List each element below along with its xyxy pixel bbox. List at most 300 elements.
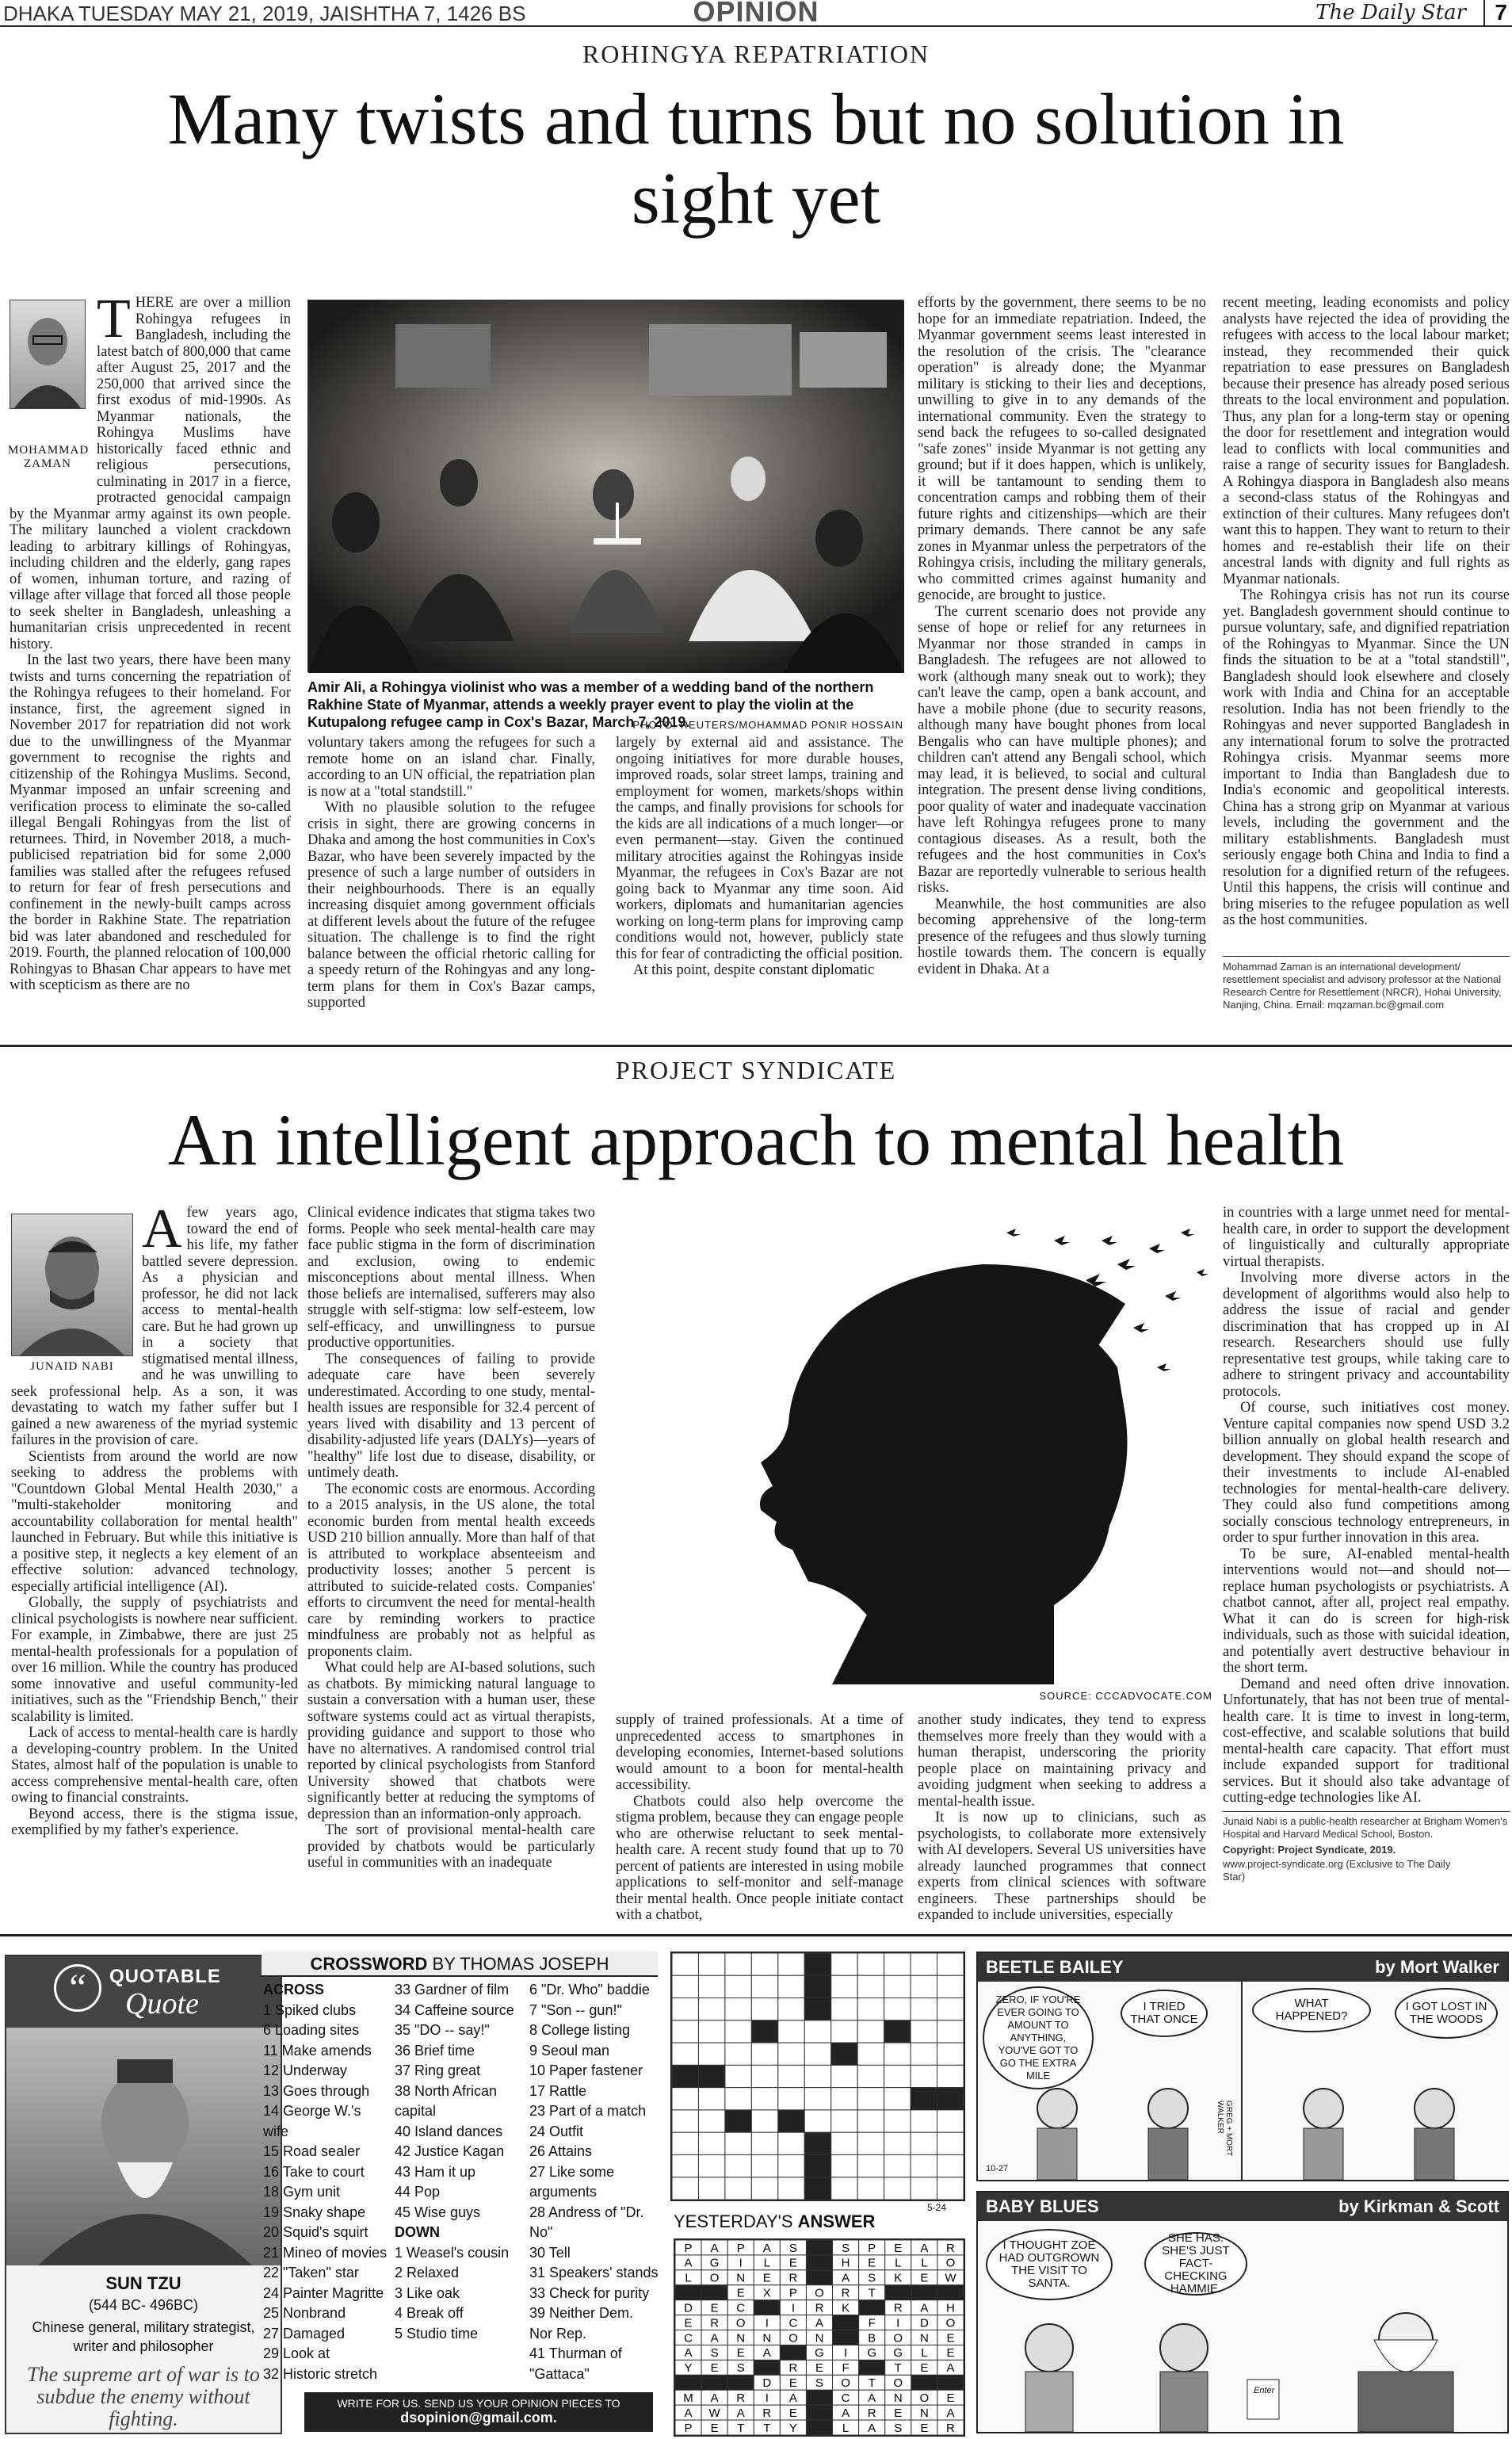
byline-spacer: [10, 295, 97, 493]
crossword-cell[interactable]: [698, 2132, 724, 2154]
crossword-clue: 20 Squid's squirt: [263, 2224, 368, 2240]
article1-column-5: [1223, 295, 1510, 954]
crossword-cell[interactable]: [672, 1998, 698, 2020]
crossword-clue: 33 Gardner of film: [395, 1982, 510, 1997]
article1-photo-caption: Amir Ali, a Rohingya violinist who was a member of a wedding band of the northern Rakhine State of Myanmar, attends a weekly prayer event to play the violin at the Kutupalong refugee camp in Cox's Bazar, March 7, 2019.: [307, 679, 874, 730]
crossword-cell[interactable]: [857, 1998, 884, 2020]
crossword-block: [725, 2110, 751, 2132]
article2-column-2a: [307, 1205, 595, 1871]
crossword-cell[interactable]: [672, 1975, 698, 1997]
crossword-cell[interactable]: [672, 2132, 698, 2154]
answer-letter: C: [788, 2316, 798, 2330]
answer-letter: I: [739, 2256, 743, 2270]
crossword-cell[interactable]: [778, 2177, 804, 2200]
answer-letter: A: [920, 2241, 929, 2255]
crossword-cell[interactable]: [778, 2065, 804, 2087]
answer-cell: [806, 2390, 832, 2405]
crossword-clue: 8 College listing: [529, 2022, 631, 2038]
crossword-cell[interactable]: [751, 2154, 777, 2177]
paragraph: Globally, the supply of psychiatrists and clinical psychologists is nowhere near sufficient. For example, in Zimbabwe, there are just 25 mental-health professionals for a population of over 16 million. While the country has produced some innovative and useful community-led initiatives, such as the "Friendship Bench," their scalability is limited.: [11, 1595, 298, 1725]
answer-cell: [754, 2360, 780, 2375]
crossword-clue: 2 Relaxed: [395, 2265, 460, 2280]
paragraph: In the last two years, there have been many twists and turns concerning the repatriation of the Rohingya refugees to their homeland. For instance, first, the agreement signed in November 2017 for repatriation did not work due to the unwillingness of the Myanmar government to recognise the rights and citizenship of the Rohingya Muslims. Second, Myanmar imposed an unfair screening and verification process to eliminate the so-called illegal Bengali Rohingyas from the list of returnees. Third, in November 2018, a much-publicised repatriation bid for some 2,000 families was stalled after the refugees refused to return for fear of fresh persecutions and confinement in the newly-built camps across the border in Rakhine State. The repatriation bid was later abandoned and rescheduled for 2019. Fourth, the planned relocation of 100,000 Rohingyas to Bhasan Char appears to have met with scepticism as there are no: [10, 652, 291, 993]
answer-letter: R: [893, 2301, 903, 2315]
paragraph: efforts by the government, there seems to be no hope for an immediate repatriation. Indeed, the Myanmar government seems least interested in the resolution of the crisis. The "clearance operation" is already done; the Myanmar military is sticking to their lies and deceptions, unwilling to give in to any demands of the international community. Even the strategy to send back the refugees to so-called designated "safe zones" inside Myanmar is not getting any ground; but if it does happen, which is unlikely, it will be tantamount to sending them to concentration camps and robbing them of their future rights and citizenships—which are their primary demands. There cannot be any safe zones in Myanmar unless the perpetrators of the Rohingya crisis, including the military generals, who committed crimes against humanity and genocide, are brought to justice.: [918, 295, 1206, 603]
crossword-cell[interactable]: [725, 2020, 751, 2043]
crossword-cell[interactable]: [857, 2020, 884, 2043]
crossword-cell[interactable]: [884, 1998, 911, 2020]
answer-cell: [911, 2285, 937, 2300]
crossword-cell[interactable]: [778, 1975, 804, 1997]
crossword-cell[interactable]: [857, 2154, 884, 2177]
crossword-cell[interactable]: [857, 1953, 884, 1975]
illustration-bird-head: [610, 1209, 1212, 1688]
crossword-cell[interactable]: [751, 1975, 777, 1997]
crossword-cell[interactable]: [725, 1998, 751, 2020]
crossword-cell[interactable]: [751, 1953, 777, 1975]
crossword-title: CROSSWORD: [310, 1954, 428, 1974]
across-heading: ACROSS: [263, 1982, 325, 1997]
answer-letter: D: [684, 2301, 693, 2315]
paragraph: another study indicates, they tend to express themselves more freely than they would with a human therapist, underscoring the priority people place on maintaining privacy and avoiding judgment when seeking to address a mental-health issue.: [918, 1712, 1206, 1810]
answer-letter: A: [868, 2421, 876, 2435]
divider: [1223, 1811, 1510, 1812]
crossword-cell[interactable]: [937, 1953, 964, 1975]
crossword-clue: 41 Thurman of "Gattaca": [529, 2345, 622, 2382]
answer-cell: [675, 2285, 701, 2300]
crossword-cell[interactable]: [698, 1953, 724, 1975]
answer-letter: A: [736, 2406, 745, 2420]
crossword-cell[interactable]: [804, 2065, 830, 2087]
answer-cell: [754, 2300, 780, 2315]
paragraph: Beyond access, there is the stigma issue, exemplified by my father's experience.: [11, 1806, 298, 1838]
answer-letter: S: [842, 2241, 850, 2255]
crossword-cell[interactable]: [937, 2177, 964, 2200]
answer-cell: [937, 2375, 964, 2390]
paragraph: Scientists from around the world are now seeking to address the problems with "Countdown Global Mental Health 2030," a "multi-stakeholder monitoring and accountability collaboration for mental health" launched in February. But while this initiative is a positive step, it neglects a key element of an effective solution: advanced technology, especially artificial intelligence (AI).: [11, 1448, 298, 1595]
answer-cell: [675, 2375, 701, 2390]
paragraph: largely by external aid and assistance. The ongoing initiatives for more durable houses, improved roads, solar street lamps, training and employment for women, markets/shops within the camps, and finally provisions for schools for the kids are all indications of a much longer—or even permanent—stay. Given the continued military atrocities against the Rohingyas inside Myanmar, the refugees in Cox's Bazar are not going back to Myanmar any time soon. Aid workers, diplomats and humanitarian agencies working on long-term plans for improving camp conditions would not, however, publicly state this for fear of contradicting the official position.: [616, 735, 903, 962]
article2-byline: JUNAID NABI: [30, 1360, 114, 1373]
crossword-clue: 12 Underway: [263, 2062, 348, 2078]
crossword-cell[interactable]: [937, 2065, 964, 2087]
speech-bubble: WHAT HAPPENED?: [1252, 1988, 1371, 2032]
answer-cell: [701, 2375, 727, 2390]
answer-letter: I: [896, 2316, 900, 2330]
comic-date: 10-27: [986, 2164, 1009, 2173]
crossword-cell[interactable]: [672, 2177, 698, 2200]
crossword-cell[interactable]: [778, 2043, 804, 2065]
write-for-us-banner: [304, 2392, 653, 2432]
crossword-cell[interactable]: [751, 2177, 777, 2200]
answer-letter: E: [946, 2346, 955, 2361]
byline-spacer: [11, 1205, 142, 1375]
crossword-cell[interactable]: [911, 2132, 937, 2154]
crossword-cell[interactable]: [831, 1975, 857, 1997]
crossword-author: BY THOMAS JOSEPH: [432, 1954, 609, 1974]
crossword-cell[interactable]: [672, 2154, 698, 2177]
speech-bubble: I THOUGHT ZOE HAD OUTGROWN THE VISIT TO SANTA.: [986, 2229, 1113, 2300]
crossword-cell[interactable]: [911, 1998, 937, 2020]
crossword-cell[interactable]: [884, 2154, 911, 2177]
comic-title-bar: [978, 1953, 1507, 1982]
newspaper-logo: The Daily Star: [1315, 1, 1466, 25]
article1-byline: MOHAMMAD ZAMAN: [8, 444, 90, 470]
crossword-block: [804, 2132, 830, 2154]
answer-cell: [937, 2285, 964, 2300]
answer-letter: O: [788, 2331, 798, 2345]
quotable-quote-box: [5, 1955, 282, 2434]
opinion-email[interactable]: dsopinion@gmail.com.: [400, 2410, 557, 2426]
answer-letter: R: [788, 2361, 798, 2376]
paragraph: Of course, such initiatives cost money. Venture capital companies now spend USD 3.2 billion annually on global health research and development. They should expand the scope of their investments to include AI-enabled technologies for mental-health-care delivery. They could also fund competitions among socially conscious technology entrepreneurs, in order to spur further innovation in this area.: [1223, 1400, 1510, 1546]
yesterdays-answer-grid: [674, 2238, 965, 2437]
crossword-cell[interactable]: [725, 2177, 751, 2200]
paragraph: To be sure, AI-enabled mental-health interventions would not—and should not—replace human psychologists or psychiatrists. A chatbot cannot, after all, project real empathy. What it can do is screen for high-risk individuals, such as those with suicidal ideation, and potentially avert destructive behaviour in the short term.: [1223, 1546, 1510, 1676]
answer-letter: E: [894, 2406, 903, 2420]
comic-beetle-bailey: [976, 1952, 1509, 2181]
crossword-clue: 1 Weasel's cousin: [395, 2244, 510, 2261]
crossword-cell[interactable]: [911, 2043, 937, 2065]
answer-letter: N: [919, 2331, 929, 2345]
crossword-cell[interactable]: [831, 2132, 857, 2154]
crossword-cell[interactable]: [831, 2065, 857, 2087]
answer-letter: K: [894, 2271, 903, 2285]
answer-cell: [727, 2375, 754, 2390]
section-divider: [0, 1045, 1512, 1047]
speech-bubble: I GOT LOST IN THE WOODS: [1395, 1988, 1498, 2039]
answer-letter: G: [867, 2346, 877, 2361]
crossword-clue: 3 Like oak: [395, 2284, 460, 2301]
answer-letter: A: [762, 2241, 771, 2255]
article1-column-4: [918, 295, 1206, 1032]
crossword-cell[interactable]: [911, 1975, 937, 1997]
answer-letter: P: [684, 2241, 693, 2255]
crossword-cell[interactable]: [672, 2110, 698, 2132]
article2-column-4: [918, 1712, 1206, 1962]
answer-letter: L: [842, 2421, 850, 2435]
comic-author: by Mort Walker: [1375, 1957, 1499, 1977]
quote-author-desc: Chinese general, military strategist, writer and philosopher: [32, 2319, 255, 2354]
crossword-cell[interactable]: [751, 2065, 777, 2087]
answer-letter: I: [844, 2346, 848, 2361]
comic-title: BABY BLUES: [986, 2196, 1099, 2216]
crossword-header: [262, 1952, 658, 1977]
answer-letter: A: [684, 2406, 693, 2420]
crossword-cell[interactable]: [698, 2110, 724, 2132]
answer-letter: Y: [788, 2421, 797, 2435]
crossword-cell[interactable]: [698, 1975, 724, 1997]
crossword-cell[interactable]: [804, 2020, 830, 2043]
answer-letter: R: [946, 2421, 955, 2435]
crossword-clue: 43 Ham it up: [395, 2163, 476, 2180]
crossword-cell[interactable]: [911, 2020, 937, 2043]
crossword-cell[interactable]: [672, 1953, 698, 1975]
article2-image-credit: SOURCE: CCCADVOCATE.COM: [1039, 1690, 1212, 1702]
crossword-cell[interactable]: [884, 1953, 911, 1975]
crossword-clue: 17 Rattle: [529, 2082, 587, 2099]
article2-column-1: [11, 1198, 298, 1962]
crossword-cell[interactable]: [831, 1998, 857, 2020]
answer-letter: E: [815, 2361, 824, 2376]
answer-letter: A: [842, 2271, 850, 2285]
crossword-cell[interactable]: [698, 2043, 724, 2065]
crossword-cell[interactable]: [751, 2088, 777, 2110]
answer-letter: T: [868, 2376, 876, 2391]
crossword-cell[interactable]: [725, 2132, 751, 2154]
answer-letter: E: [920, 2271, 929, 2285]
answer-letter: G: [893, 2346, 903, 2361]
crossword-cell[interactable]: [751, 1998, 777, 2020]
crossword-cell[interactable]: [725, 2065, 751, 2087]
quote-label: QUOTABLE: [109, 1966, 221, 1987]
crossword-across-clues: [263, 1980, 390, 2384]
paragraph: HERE are over a million Rohingya refugees in Bangladesh, including the latest batch of 800,000 that came after August 25, 2017 and the 250,000 that arrived since the first exodus of mid-1990s. As Myanmar nationals, the Rohingya Muslims have historically faced ethnic and religious persecutions, culminating in 2017 in a fierce, protracted genocidal campaign by the Myanmar army against its own people. The military launched a violent crackdown leading to arbitrary killings of Rohingyas, including children and the elderly, gang rapes of women, inhuman torture, and razing of village after village that forced all those people to seek shelter in Bangladesh, unleashing a humanitarian crisis unprecedented in recent history.: [10, 295, 291, 652]
crossword-cell[interactable]: [778, 2154, 804, 2177]
answer-cell: [701, 2285, 727, 2300]
crossword-block: [884, 2020, 911, 2043]
article2-column-3: [616, 1712, 903, 1962]
crossword-down-clues: [529, 1980, 659, 2384]
answer-letter: O: [919, 2391, 930, 2405]
crossword-cell[interactable]: [884, 2065, 911, 2087]
answer-letter: B: [868, 2331, 876, 2345]
crossword-cell[interactable]: [804, 2043, 830, 2065]
answer-cell: [911, 2375, 937, 2390]
answer-letter: O: [893, 2331, 903, 2345]
article1-column-1: [10, 289, 291, 1032]
answer-letter: T: [763, 2421, 771, 2435]
answer-letter: R: [762, 2406, 772, 2420]
crossword-date: 5-24: [927, 2202, 947, 2213]
crossword-cell[interactable]: [778, 2020, 804, 2043]
crossword-cell[interactable]: [884, 2177, 911, 2200]
answer-title-2: ANSWER: [797, 2212, 876, 2231]
crossword-cell[interactable]: [857, 2132, 884, 2154]
answer-letter: A: [684, 2256, 693, 2270]
crossword-cell[interactable]: [937, 2132, 964, 2154]
answer-cell: [806, 2270, 832, 2285]
crossword-cell[interactable]: [804, 2088, 830, 2110]
crossword-clue: 6 Loading sites: [263, 2022, 360, 2038]
answer-letter: E: [710, 2301, 719, 2315]
article1-author-bio: Mohammad Zaman is an international development/ resettlement specialist and advisory professor at the National Research Centre for Resettlement (NRCR), Hohai University, Nanjing, China. Email: mqzaman.bc@gmail.com: [1223, 961, 1502, 1011]
answer-letter: A: [762, 2346, 771, 2361]
comic-title: BEETLE BAILEY: [986, 1957, 1124, 1977]
crossword-cell[interactable]: [831, 1953, 857, 1975]
crossword-cell[interactable]: [857, 2177, 884, 2200]
answer-letter: O: [945, 2316, 956, 2330]
answer-letter: N: [736, 2331, 746, 2345]
crossword-cell[interactable]: [831, 2177, 857, 2200]
article1-headline: Many twists and turns but no solution in sight yet: [167, 78, 1345, 239]
crossword-clue: 37 Ring great: [395, 2062, 481, 2078]
crossword-cell[interactable]: [831, 2020, 857, 2043]
answer-cell: [833, 2315, 859, 2330]
paragraph: Demand and need often drive innovation. Unfortunately, that has not been true of mental-health care. It is time to invest in long-term, cost-effective, and scalable solutions that build mental-health care capacity. That effort must include expanded support for traditional services. But it should also take advantage of cutting-edge technologies like AI.: [1223, 1676, 1510, 1806]
crossword-clue: 24 Outfit: [529, 2123, 584, 2139]
answer-letter: W: [708, 2406, 720, 2420]
crossword-cell[interactable]: [672, 2043, 698, 2065]
article1-photo: [307, 300, 903, 672]
paragraph: recent meeting, leading economists and policy analysts have rejected the idea of providing the refugees with access to the local labour market; instead, they recommended their quick repatriation to ease pressures on Bangladesh because their presence has already posed serious threats to the local environment and population. Thus, any plan for a long-term stay or opening the door for resettlement and integration would lead to conflicts with local communities and raise a range of security issues for Bangladesh. A Rohingya diaspora in Bangladesh also means a second-class status of the Rohingyas and extinction of their cultures. Many refugees don't want this to happen. They want to return to their homes and re-establish their life on their ancestral lands with dignity and full rights as Myanmar nationals.: [1223, 295, 1510, 587]
masthead: [0, 0, 1512, 27]
answer-cell: [833, 2330, 859, 2345]
answer-letter: O: [709, 2271, 720, 2285]
answer-letter: S: [788, 2241, 797, 2255]
crossword-cell[interactable]: [911, 2177, 937, 2200]
speech-bubble: I TRIED THAT ONCE: [1121, 1990, 1208, 2037]
crossword-cell[interactable]: [937, 2043, 964, 2065]
crossword-clue: 14 George W.'s wife: [263, 2103, 361, 2139]
paragraph: voluntary takers among the refugees for such a remote home on an island char. Finally, according to an UN official, the repatriation plan is now at a "total standstill.": [307, 735, 595, 800]
crossword-clue: 34 Caffeine source: [395, 2001, 514, 2018]
crossword-cell[interactable]: [698, 1998, 724, 2020]
answer-letter: E: [788, 2256, 797, 2270]
answer-title: YESTERDAY'S: [674, 2212, 793, 2231]
crossword-clue: 5 Studio time: [395, 2325, 479, 2342]
answer-letter: P: [788, 2286, 797, 2300]
crossword-cell[interactable]: [937, 2110, 964, 2132]
crossword-cell[interactable]: [778, 1998, 804, 2020]
answer-letter: C: [841, 2391, 850, 2405]
answer-letter: E: [920, 2361, 929, 2376]
crossword-clue: 30 Tell: [529, 2244, 571, 2261]
crossword-cell[interactable]: [725, 2154, 751, 2177]
answer-letter: F: [868, 2316, 876, 2330]
answer-letter: P: [868, 2241, 876, 2255]
crossword-clue: 38 North African capital: [395, 2082, 498, 2119]
crossword-cell[interactable]: [857, 1975, 884, 1997]
crossword-cell[interactable]: [884, 1975, 911, 1997]
crossword-cell[interactable]: [911, 2110, 937, 2132]
answer-letter: I: [765, 2316, 769, 2330]
crossword-grid[interactable]: [670, 1952, 965, 2201]
answer-cell: [859, 2360, 885, 2375]
crossword-cell[interactable]: [751, 2043, 777, 2065]
crossword-cell[interactable]: [857, 2065, 884, 2087]
paragraph: in countries with a large unmet need for mental-health care, in order to support the development of linguistically and culturally appropriate virtual therapists.: [1223, 1205, 1510, 1270]
answer-cell: [885, 2285, 911, 2300]
crossword-clue: 28 Andress of "Dr. No": [529, 2204, 644, 2240]
sun-tzu-portrait: [6, 2028, 281, 2265]
crossword-cell[interactable]: [884, 2132, 911, 2154]
answer-letter: R: [867, 2406, 876, 2420]
crossword-block: [672, 2065, 698, 2087]
answer-letter: E: [788, 2376, 797, 2391]
speech-bubble: SHE HAS. SHE'S JUST FACT-CHECKING HAMMIE.: [1144, 2232, 1247, 2296]
answer-letter: A: [815, 2316, 824, 2330]
quote-header: [6, 1956, 281, 2028]
answer-letter: R: [841, 2286, 850, 2300]
crossword-cell[interactable]: [911, 2154, 937, 2177]
article2-author-bio: Junaid Nabi is a public-health researcher at Brigham Women's Hospital and Harvard Medical School, Boston.: [1223, 1815, 1508, 1840]
crossword-cell[interactable]: [672, 2088, 698, 2110]
crossword-cell[interactable]: [751, 2132, 777, 2154]
crossword-clue: 11 Make amends: [263, 2042, 372, 2059]
crossword-clue: 16 Take to court: [263, 2163, 365, 2180]
article1-column-3: [616, 735, 903, 1032]
crossword-clue: 35 "DO -- say!": [395, 2022, 490, 2038]
crossword-cell[interactable]: [778, 2088, 804, 2110]
crossword-cell[interactable]: [725, 1975, 751, 1997]
crossword-cell[interactable]: [698, 2177, 724, 2200]
answer-letter: S: [736, 2361, 745, 2376]
crossword-cell[interactable]: [937, 2154, 964, 2177]
crossword-cell[interactable]: [857, 2110, 884, 2132]
paragraph: supply of trained professionals. At a time of unprecedented access to smartphones in developing economies, Internet-based solutions would amount to a boon for mental-health accessibility.: [616, 1712, 903, 1793]
crossword-cell[interactable]: [911, 2065, 937, 2087]
crossword-cell[interactable]: [857, 2043, 884, 2065]
crossword-clue: 9 Seoul man: [529, 2042, 610, 2059]
crossword-cell[interactable]: [725, 1953, 751, 1975]
answer-letter: E: [710, 2421, 719, 2435]
crossword-clue: 1 Spiked clubs: [263, 2001, 357, 2018]
answer-letter: S: [815, 2376, 824, 2391]
crossword-cell[interactable]: [751, 2110, 777, 2132]
comic-panel-1: [978, 1982, 1243, 2180]
answer-letter: N: [919, 2406, 929, 2420]
crossword-cell[interactable]: [911, 1953, 937, 1975]
crossword-cell[interactable]: [831, 2110, 857, 2132]
answer-letter: O: [735, 2316, 746, 2330]
answer-letter: E: [736, 2346, 745, 2361]
crossword-cell[interactable]: [778, 1953, 804, 1975]
answer-letter: A: [684, 2346, 693, 2361]
crossword-cell[interactable]: [672, 2020, 698, 2043]
crossword-cell[interactable]: [857, 2088, 884, 2110]
crossword-cell[interactable]: [804, 2110, 830, 2132]
crossword-cell[interactable]: [884, 2110, 911, 2132]
crossword-cell[interactable]: [831, 2154, 857, 2177]
crossword-block: [698, 2065, 724, 2087]
divider: [1223, 956, 1510, 957]
crossword-cell[interactable]: [698, 2020, 724, 2043]
quote-author: SUN TZU: [105, 2273, 181, 2293]
answer-letter: L: [921, 2256, 928, 2270]
paragraph: At this point, despite constant diplomatic: [633, 962, 875, 978]
answer-letter: E: [920, 2421, 929, 2435]
quote-mark-icon: “: [54, 1964, 101, 2012]
crossword-cell[interactable]: [937, 1998, 964, 2020]
crossword-clue: 19 Snaky shape: [263, 2204, 366, 2220]
answer-letter: O: [841, 2376, 850, 2391]
crossword-cell[interactable]: [937, 1975, 964, 1997]
answer-letter: R: [946, 2241, 955, 2255]
crossword-cell[interactable]: [725, 2088, 751, 2110]
answer-letter: G: [709, 2256, 720, 2270]
crossword-clue: 7 "Son -- gun!": [529, 2001, 622, 2018]
answer-letter: K: [842, 2301, 850, 2315]
answer-letter: A: [920, 2301, 929, 2315]
crossword-cell[interactable]: [884, 2043, 911, 2065]
crossword-block: [804, 1998, 830, 2020]
crossword-cell[interactable]: [725, 2043, 751, 2065]
article2-column-5: [1223, 1205, 1510, 1807]
crossword-cell[interactable]: [698, 2088, 724, 2110]
crossword-cell[interactable]: [778, 2132, 804, 2154]
answer-cell: [806, 2405, 832, 2420]
crossword-cell[interactable]: [937, 2020, 964, 2043]
crossword-cell[interactable]: [884, 2088, 911, 2110]
crossword-cell[interactable]: [831, 2088, 857, 2110]
crossword-clue: 44 Pop: [395, 2184, 441, 2200]
answer-letter: C: [684, 2331, 693, 2345]
answer-letter: A: [868, 2391, 876, 2405]
crossword-clue: 36 Brief time: [395, 2042, 475, 2059]
crossword-cell[interactable]: [698, 2154, 724, 2177]
crossword-block: [778, 2110, 804, 2132]
